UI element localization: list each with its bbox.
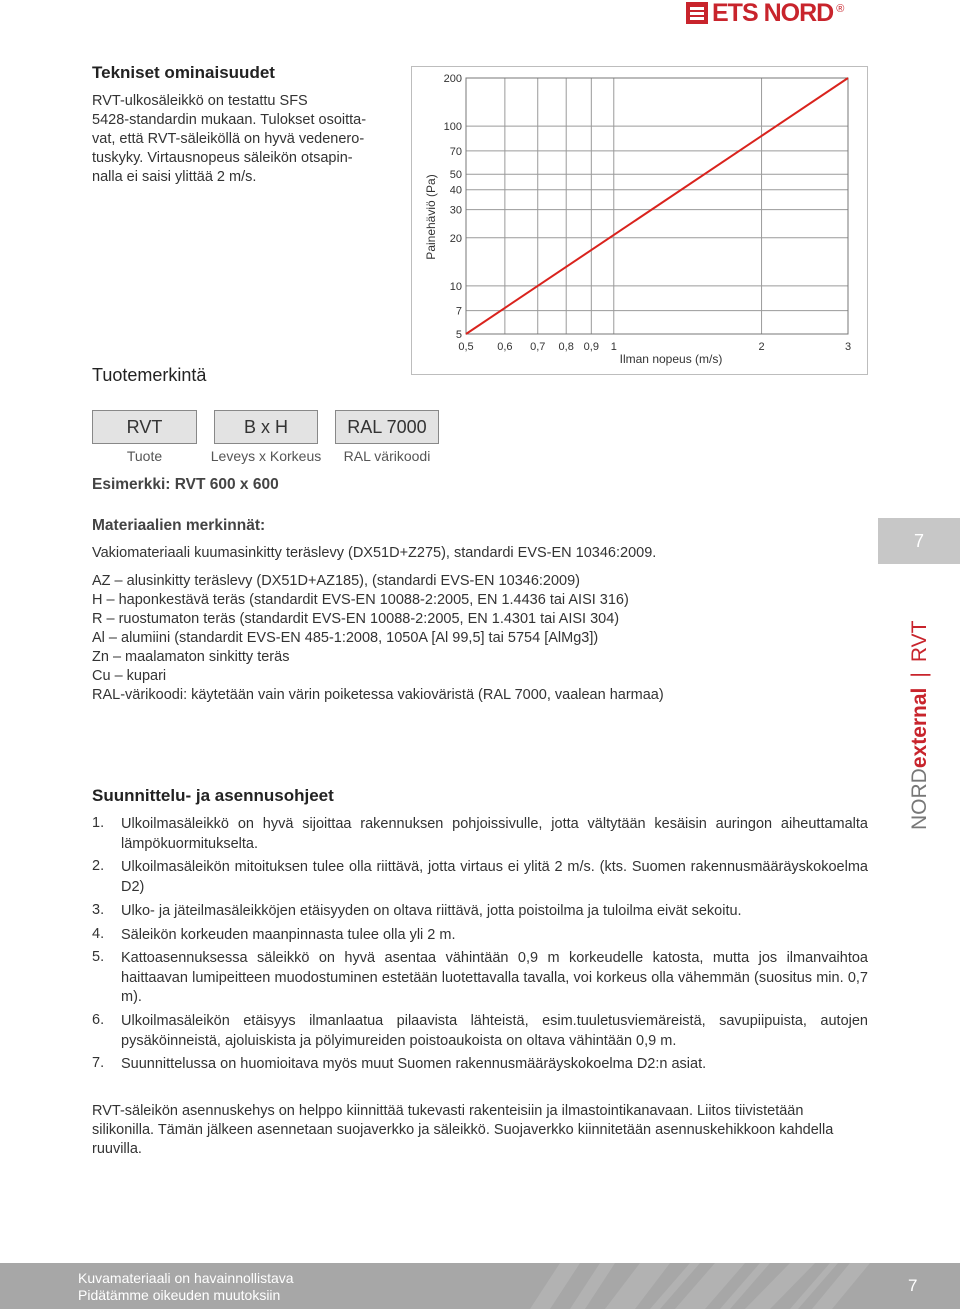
y-tick-label: 20 [449, 232, 462, 245]
tech-line: vat, että RVT-säleiköllä on hyvä vedenero- [92, 131, 365, 147]
pressure-loss-chart [411, 66, 868, 375]
material-item: H – haponkestävä teräs (standardit EVS-EN 10088-2:2005, EN 1.4436 tai AISI 316) [92, 592, 629, 608]
svg-text:NORDexternal|RVT [908, 620, 931, 830]
guide-item-number: 6. [92, 1012, 105, 1028]
designation-box-size: B x H [214, 410, 318, 444]
x-axis-label: Ilman nopeus (m/s) [619, 352, 723, 366]
side-product-label [895, 585, 941, 835]
footer-line-1: Kuvamateriaali on havainnollistava [78, 1270, 294, 1286]
material-item: Zn – maalamaton sinkitty teräs [92, 649, 290, 665]
y-tick-label: 100 [443, 121, 462, 134]
brand-logo [686, 0, 844, 26]
x-tick-label: 1 [610, 341, 617, 353]
footer-line-2: Pidätämme oikeuden muutoksiin [78, 1287, 281, 1303]
y-tick-label: 7 [455, 305, 462, 318]
footer-page-number: 7 [908, 1276, 918, 1295]
guide-item-number: 3. [92, 902, 105, 918]
x-tick-label: 3 [844, 341, 852, 353]
designation-caption-product: Tuote [126, 448, 163, 464]
material-item: Al – alumiini (standardit EVS-EN 485-1:2008, 1050A [Al 99,5] tai 5754 [AlMg3]) [92, 630, 599, 646]
y-tick-label: 30 [449, 204, 462, 217]
material-item: Cu – kupari [92, 668, 167, 684]
material-item: R – ruostumaton teräs (standardit EVS-EN 10088-2:2005, EN 1.4301 tai AISI 304) [92, 611, 620, 627]
materials-list [92, 572, 872, 705]
y-axis-label: Painehäviö (Pa) [424, 174, 438, 260]
y-tick-label: 5 [455, 329, 462, 341]
x-tick-label: 0,8 [558, 341, 574, 353]
y-tick-label: 50 [449, 169, 462, 182]
tech-line: RVT-ulkosäleikkö on testattu SFS [92, 93, 308, 109]
side-page-tab: 7 [878, 518, 960, 564]
x-tick-label: 0,7 [530, 341, 546, 353]
guide-item-text: Kattoasennuksessa säleikkö on hyvä asentaa vähintään 0,9 m korkeudelle katosta, mutta jos ilmanvaihtoa haittaavan lumipeitteen muodostuminen estetään luotettavalla tavalla, voi korkeus olla vähemmän (suositus min. 0,7 m). [121, 950, 868, 1005]
closing-paragraph: RVT-säleikön asennuskehys on helppo kiinnittää tukevasti rakenteisiin ja ilmastointikanavaan. Liitos tiivistetään silikonilla. Tämän jälkeen asennetaan suojaverkko ja säleikkö. Suojaverkko kiinnitetään asennuskehikkoon kahdella ruuvilla. [92, 1103, 834, 1157]
designation-title: Tuotemerkintä [92, 365, 207, 385]
material-item: AZ – alusinkitty teräslevy (DX51D+AZ185), (standardi EVS-EN 10346:2009) [92, 573, 580, 589]
series-line [466, 78, 848, 334]
designation-caption-size: Leveys x Korkeus [210, 448, 322, 464]
side-label-separator: | [908, 672, 931, 678]
tech-text [92, 92, 392, 187]
registered-mark: ® [836, 3, 845, 15]
side-label-code: RVT [908, 620, 931, 663]
y-tick-label: 40 [449, 184, 462, 197]
designation-box-color: RAL 7000 [335, 410, 439, 444]
footer-bar [0, 1263, 960, 1309]
x-tick-label: 0,6 [497, 341, 513, 353]
guide-item-number: 2. [92, 858, 105, 874]
materials-standard: Vakiomateriaali kuumasinkitty teräslevy (DX51D+Z275), standardi EVS-EN 10346:2009. [92, 545, 657, 561]
tech-title: Tekniset ominaisuudet [92, 63, 275, 82]
tech-line: tuskyky. Virtausnopeus säleikön otsapin- [92, 150, 353, 166]
y-tick-label: 200 [443, 73, 462, 85]
tech-line: nalla ei saisi ylittää 2 m/s. [92, 169, 257, 185]
side-label-nord: NORD [908, 768, 931, 830]
y-tick-label: 70 [449, 145, 462, 158]
designation-example: Esimerkki: RVT 600 x 600 [92, 476, 279, 493]
guide-item-text: Säleikön korkeuden maanpinnasta tulee olla yli 2 m. [121, 927, 456, 943]
guide-item-text: Suunnittelussa on huomioitava myös muut Suomen rakennusmääräyskokoelma D2:n asiat. [121, 1056, 707, 1072]
guide-item-text: Ulkoilmasäleikön mitoituksen tulee olla riittävä, jotta virtaus ei ylitä 2 m/s. (kts. Suomen rakennusmääräyskokoelma D2) [121, 859, 868, 895]
guide-title: Suunnittelu- ja asennusohjeet [92, 786, 334, 805]
guide-item-text: Ulko- ja jäteilmasäleikköjen etäisyyden on oltava riittävä, jotta poistoilma ja tuloilma eivät sekoitu. [121, 903, 742, 919]
materials-title: Materiaalien merkinnät: [92, 517, 266, 534]
guide-item-text: Ulkoilmasäleikön etäisyys ilmanlaatua pilaavista lähteistä, esim.tuuletusviemäreistä, savupiipuista, autojen pysäköinneistä, ajoluiskista ja pölyimureiden poistoaukoista on oltava vähintään 0,9 m. [121, 1013, 868, 1049]
guide-item-number: 4. [92, 926, 105, 942]
guide-item-number: 1. [92, 815, 105, 831]
material-item: RAL-värikoodi: käytetään vain värin poiketessa vakioväristä (RAL 7000, vaalean harmaa) [92, 687, 664, 703]
x-tick-label: 2 [758, 341, 765, 353]
designation-caption-color: RAL värikoodi [343, 448, 431, 464]
guide-item-number: 5. [92, 949, 105, 965]
guide-item-text: Ulkoilmasäleikkö on hyvä sijoittaa rakennuksen pohjoissivulle, jotta vältytään kesäisin auringon aiheuttamalta lämpökuormitukselta. [121, 816, 868, 852]
guide-item-number: 7. [92, 1055, 105, 1071]
y-tick-label: 10 [449, 280, 462, 293]
designation-box-product: RVT [92, 410, 197, 444]
side-label-external: external [908, 687, 931, 769]
x-tick-label: 0,5 [458, 341, 474, 353]
brand-mark-icon [686, 2, 708, 24]
tech-line: 5428-standardin mukaan. Tulokset osoitta- [92, 112, 367, 128]
x-tick-label: 0,9 [583, 341, 599, 353]
brand-name: ETS NORD [712, 0, 834, 27]
